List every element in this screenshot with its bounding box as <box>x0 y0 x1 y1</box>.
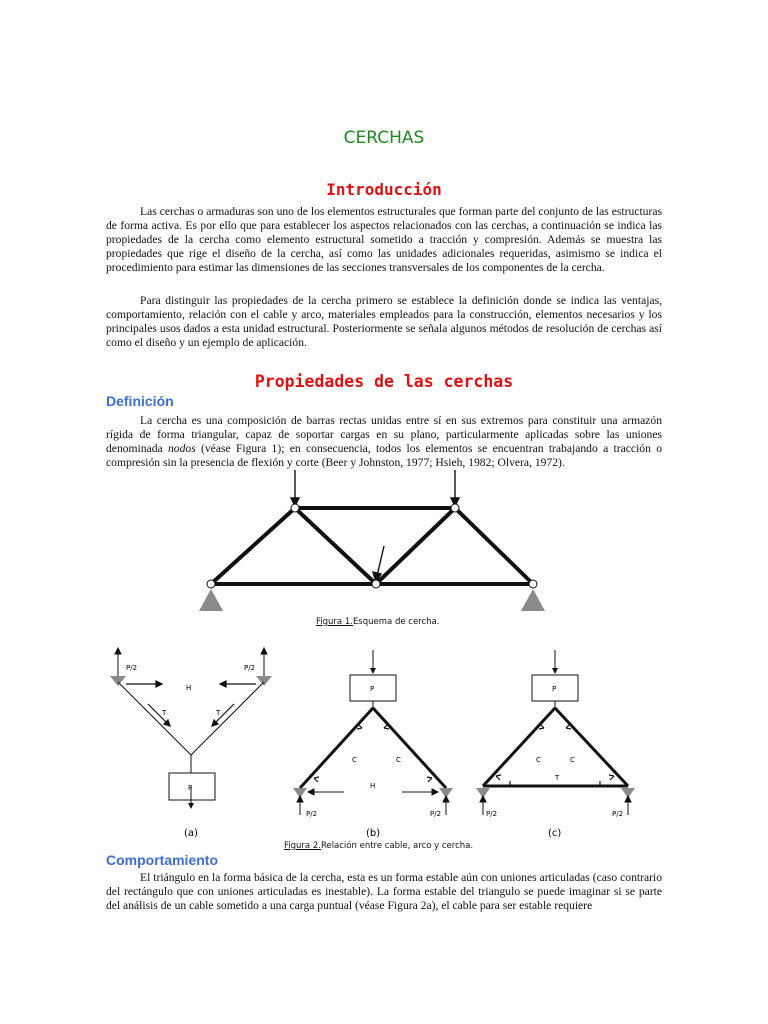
cable-support-left <box>110 676 126 686</box>
definition-nodos: nodos <box>168 441 196 455</box>
c-p-right: P/2 <box>612 810 624 818</box>
intro-paragraph-1 <box>106 205 662 275</box>
figure2-caption-label: Figura 2. <box>284 841 321 851</box>
a-box-label: P <box>188 784 193 792</box>
a-h-label: H <box>186 684 192 692</box>
page-title: CERCHAS <box>343 128 425 148</box>
intro-p1-text: Las cerchas o armaduras son uno de los elementos estructurales que forman parte del conjunto de las estructuras de forma activa. Es por ello que para establecer los aspectos relacionados con las cerchas, a continuación se indica las propiedades de la cercha como elemento estructural sometido a tracción y compresión. Además se muestra las propiedades que rige el diseño de la cercha, así como las unidades adicionales requeridas, asimismo se indica el procedimiento para estimar las dimensiones de las secciones transversales de los componentes de la cercha. <box>106 205 662 274</box>
truss-nodes <box>207 504 537 588</box>
behavior-p1-text: El triángulo en la forma básica de la cercha, esta es un forma estable aún con uniones articuladas (caso contrario del rectángulo que con uniones articuladas es inestable). La forma estable del triangulo se puede imaginar si se parte del análisis de un cable sometido a una carga puntual (véase Figura 2a), el cable para ser estable requiere <box>106 871 662 912</box>
figure1-caption-label: Figura 1. <box>316 617 353 627</box>
b-c-right: C <box>396 756 401 764</box>
diagram-c-truss <box>476 650 635 815</box>
b-box-label: P <box>370 685 375 693</box>
intro-paragraph-2 <box>106 294 662 350</box>
figure1-caption-text: Esquema de cercha. <box>352 617 440 627</box>
behavior-heading: Comportamiento <box>106 852 218 868</box>
cable-support-right <box>256 676 272 686</box>
figure2-caption <box>284 841 473 851</box>
behavior-paragraph <box>106 871 662 913</box>
truss-figure <box>180 468 570 616</box>
intro-heading: Introducción <box>326 180 442 199</box>
c-box-label: P <box>552 685 557 693</box>
figure2-caption-text: Relación entre cable, arco y cercha. <box>320 841 474 851</box>
figure2-diagrams <box>100 640 660 845</box>
c-p-left: P/2 <box>486 810 498 818</box>
c-c-right: C <box>570 756 575 764</box>
a-t-left: T <box>162 709 167 717</box>
a-load-left: P/2 <box>126 664 138 672</box>
definition-p1b: (véase Figura 1); en consecuencia, todos los elementos se encuentran trabajando a tracción o compresión sin la presencia de flexión y corte (Beer y Johnston, 1977; Hsieh, 1982; Olvera, 1972). <box>106 441 663 469</box>
a-load-right: P/2 <box>244 664 256 672</box>
truss-supports <box>199 589 545 611</box>
c-c-left: C <box>536 756 541 764</box>
c-t-label: T <box>555 774 560 782</box>
b-p-left: P/2 <box>306 810 318 818</box>
a-t-right: T <box>216 709 221 717</box>
definition-paragraph <box>106 414 662 470</box>
truss-members <box>211 508 533 584</box>
b-c-left: C <box>352 756 357 764</box>
a-label: (a) <box>184 828 198 839</box>
intro-p2-text: Para distinguir las propiedades de la cercha primero se establece la definición donde se indica las ventajas, comportamiento, relación con el cable y arco, materiales empleados para la construcción, elementos necesarios y los principales usos dados a esta unidad estructural. Posteriormente se señala algunos métodos de resolución de cerchas así como el diseño y un ejemplo de aplicación. <box>106 294 662 349</box>
figure1-caption <box>316 617 439 627</box>
c-label: (c) <box>548 828 562 839</box>
b-h-label: H <box>370 782 376 790</box>
definition-heading: Definición <box>106 393 174 409</box>
b-p-right: P/2 <box>430 810 442 818</box>
properties-heading: Propiedades de las cerchas <box>254 372 514 391</box>
diagram-b-arch <box>293 650 453 815</box>
b-label: (b) <box>366 828 381 839</box>
definition-p1a: La cercha es una composición de barras rectas unidas entre sí en sus extremos para constituir una armazón rígida de forma triangular, capaz de soportar cargas en su plano, particularmente aplicadas sobre las uniones denominada <box>106 414 662 455</box>
